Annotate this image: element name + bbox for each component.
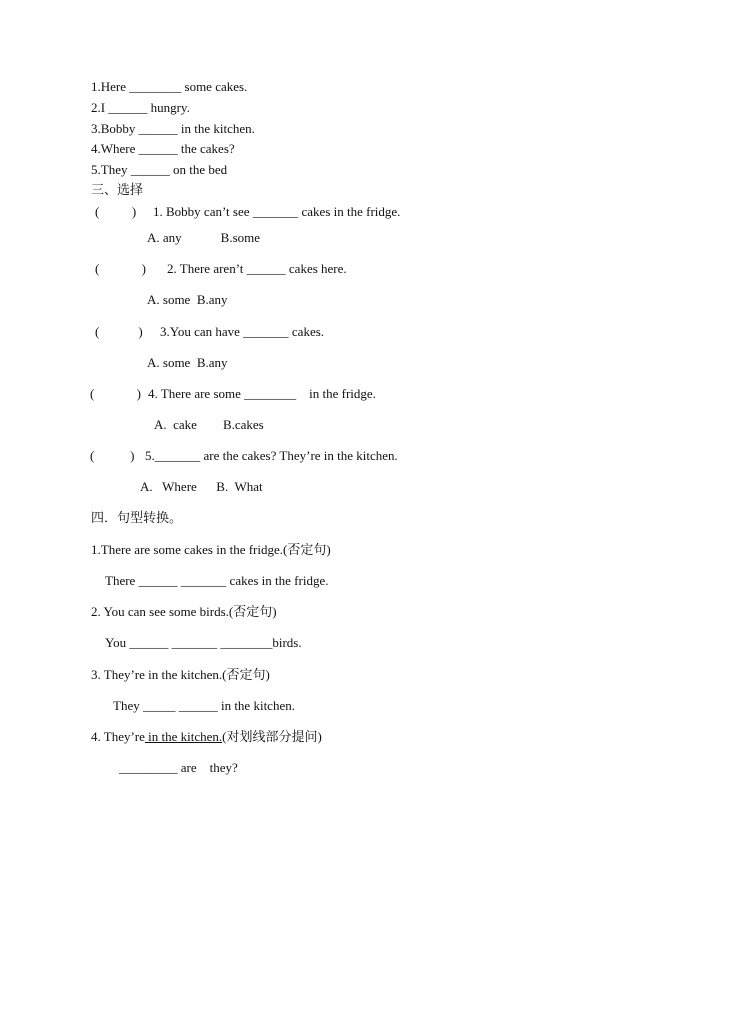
q3-stem: 3.You can have _______ cakes. — [160, 324, 325, 339]
transform-2-answer: You ______ _______ ________birds. — [105, 635, 302, 650]
q3-answer-paren: ( ) — [95, 324, 143, 339]
transform-3-question: 3. They’re in the kitchen.(否定句) — [91, 667, 270, 682]
q5-options: A. Where B. What — [140, 479, 263, 494]
q5-stem: 5._______ are the cakes? They’re in the kitchen. — [145, 448, 398, 463]
q1-options: A. any B.some — [147, 230, 261, 245]
q3-options: A. some B.any — [147, 355, 228, 370]
fill-item-4: 4.Where ______ the cakes? — [91, 141, 235, 156]
q1-stem: 1. Bobby can’t see _______ cakes in the fridge. — [153, 204, 401, 219]
fill-item-1: 1.Here ________ some cakes. — [91, 79, 248, 94]
transform-4-question — [91, 729, 322, 745]
fill-item-3: 3.Bobby ______ in the kitchen. — [91, 121, 255, 136]
fill-item-2: 2.I ______ hungry. — [91, 100, 190, 115]
transform-2-question: 2. You can see some birds.(否定句) — [91, 604, 277, 619]
transform-4-suffix: (对划线部分提问) — [222, 729, 322, 744]
q4-options: A. cake B.cakes — [154, 417, 264, 432]
transform-3-answer: They _____ ______ in the kitchen. — [113, 698, 295, 713]
q4-stem: 4. There are some ________ in the fridge. — [148, 386, 376, 401]
transform-4-underlined-phrase: in the kitchen. — [144, 729, 223, 744]
section3-heading: 三、选择 — [91, 183, 144, 198]
transform-1-question: 1.There are some cakes in the fridge.(否定句) — [91, 542, 331, 557]
q2-answer-paren: ( ) — [95, 261, 146, 276]
q1-answer-paren: ( ) — [95, 204, 137, 219]
transform-4-prefix: 4. They’re — [91, 729, 145, 744]
q5-answer-paren: ( ) — [90, 448, 135, 463]
q4-answer-paren: ( ) — [90, 386, 141, 401]
transform-1-answer: There ______ _______ cakes in the fridge. — [105, 573, 329, 588]
fill-item-5: 5.They ______ on the bed — [91, 162, 228, 177]
transform-4-answer: _________ are they? — [119, 760, 238, 775]
section4-heading: 四．句型转换。 — [91, 511, 183, 526]
q2-options: A. some B.any — [147, 292, 228, 307]
q2-stem: 2. There aren’t ______ cakes here. — [167, 261, 347, 276]
